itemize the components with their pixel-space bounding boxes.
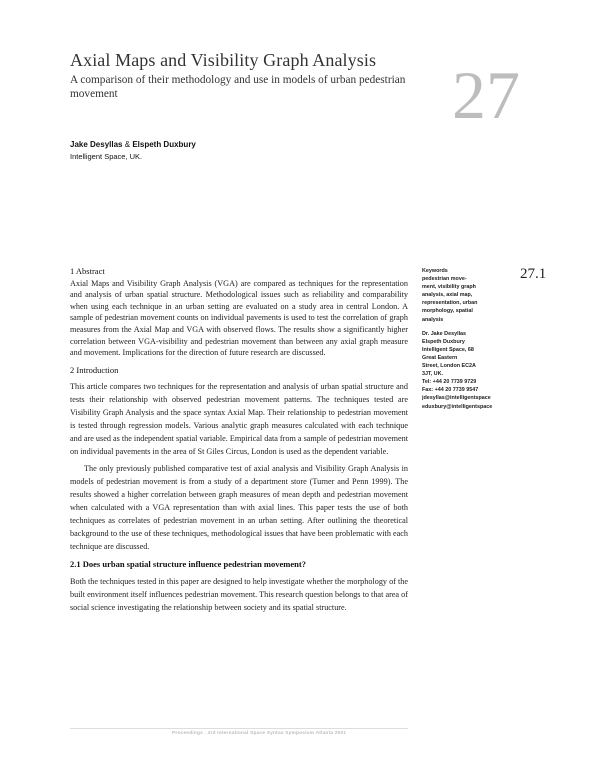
contact-line: Fax: +44 20 7739 9547 (422, 387, 479, 394)
paper-title: Axial Maps and Visibility Graph Analysis (70, 50, 377, 70)
keywords-line: pedestrian move- (422, 276, 467, 283)
keywords-line: analysis (422, 316, 444, 323)
contact-email: eduxbury@intelligentspace (422, 403, 493, 410)
keywords-line: representation, urban (422, 300, 478, 307)
abstract-text: Axial Maps and Visibility Graph Analysis (VGA) are compared as techniques for the representation and analysis of urban spatial structure. Methodological issues such as reliability and comparability when using each technique in an urban setting are evaluated on a study area in central London. A sample of pedestrian movement counts on individual pavements is used to test the correlation of graph measures from the Axial Map and VGA with observed flows. The results show a significantly higher correlation between VGA-visibility and pedestrian movement than between any axial graph measure and movement. Implications for the direction of future research are discussed. (70, 278, 408, 358)
contact-line: Elspeth Duxbury (422, 338, 465, 345)
author-name: Elspeth Duxbury (132, 140, 196, 149)
keywords-line: analysis, axial map, (422, 292, 473, 299)
intro-heading: 2 Introduction (70, 364, 119, 375)
keywords-line: ment, visibility graph (422, 284, 476, 291)
author-affiliation: Intelligent Space, UK. (70, 152, 143, 161)
body-paragraph: The only previously published comparative test of axial analysis and Visibility Graph Analysis in models of pedestrian movement is from a study of a department store (Turner and Penn 1999). The results showed a higher correlation between graph measures of mean depth and pedestrian movement when calculated with a VGA representation than with axial lines. This paper tests the use of both techniques as correlates of pedestrian movement in an urban setting. After outlining the theoretical background to the use of these techniques, methodological issues that have been problematic with each technique are discussed. (70, 464, 408, 552)
keywords-label: Keywords (422, 268, 448, 274)
keywords-line: morphology, spatial (422, 308, 473, 315)
contact-line: Street, London EC2A (422, 363, 476, 370)
margin-sidebar (422, 267, 514, 411)
contact-line: Intelligent Space, 68 (422, 346, 474, 353)
author-separator: & (124, 140, 131, 149)
contact-line: 3JT, UK. (422, 371, 443, 378)
author-line (70, 140, 196, 149)
contact-line: Tel: +44 20 7739 9729 (422, 379, 477, 386)
section-number: 27.1 (520, 266, 547, 282)
abstract-heading: 1 Abstract (70, 266, 105, 276)
contact-email: jdesyllas@intelligentspace (422, 395, 491, 402)
body-paragraph: This article compares two techniques for the representation and analysis of urban spatial structure and tests their relationship with observed pedestrian movement patterns. The techniques tested are Visibility Graph Analysis and the space syntax Axial Map. Their relationship to pedestrian movement is tested through regression models. Various analytic graph measures calculated with each technique and are used as the independent spatial variable. Empirical data from a sample of pedestrian movement on individual pavements in the area of St Giles Circus, London is used as the dependent variable. (70, 382, 408, 457)
subsection-heading: 2.1 Does urban spatial structure influence pedestrian movement? (70, 559, 306, 570)
paper-subtitle: A comparison of their methodology and use in models of urban pedestrian movement (70, 74, 406, 100)
footer-divider (70, 728, 408, 729)
chapter-number: 27 (452, 57, 520, 133)
author-name: Jake Desyllas (70, 140, 123, 149)
footer-text: Proceedings . 3rd International Space Syntax Symposium Atlanta 2001 (172, 731, 347, 736)
main-column (70, 266, 408, 614)
contact-line: Great Eastern (422, 354, 458, 361)
body-paragraph: Both the techniques tested in this paper are designed to help investigate whether the morphology of the built environment itself influences pedestrian movement. This research question belongs to that area of social science investigating the relationship between society and its spatial structure. (70, 576, 408, 612)
contact-line: Dr. Jake Desyllas (422, 330, 467, 337)
